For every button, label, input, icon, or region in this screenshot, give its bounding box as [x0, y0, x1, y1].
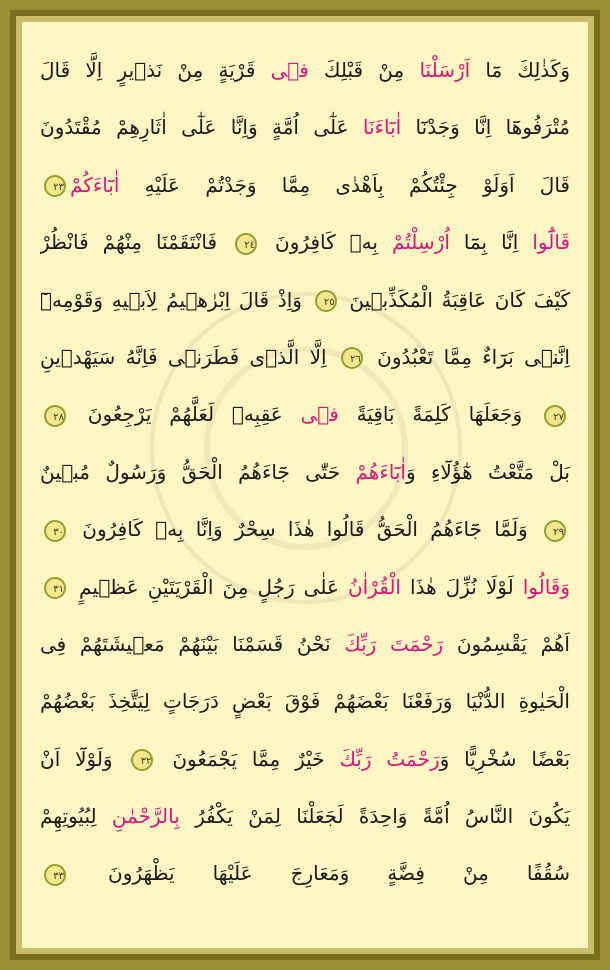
ayah-number-marker: ٣٢ [131, 749, 153, 771]
ayah-number-marker: ٢٧ [544, 405, 566, 427]
verse-line [40, 845, 570, 902]
verse-text: اَهُمْ يَقْسِمُونَ [443, 631, 570, 656]
verse-line [40, 99, 570, 156]
ayah-number-marker: ٣٠ [44, 520, 66, 542]
ayah-number-marker: ٢٥ [315, 290, 337, 312]
verse-line [40, 501, 570, 558]
verse-text: مُتْرَفُوهَٓا اِنَّا وَجَدْنَٓا [401, 115, 570, 140]
verse-line [40, 559, 570, 616]
verse-line [40, 616, 570, 673]
verse-line [40, 673, 570, 730]
verse-line [40, 272, 570, 329]
verse-line [40, 214, 570, 271]
verse-text: اِنَّا بِمَٓا [449, 230, 533, 255]
verse-line [40, 788, 570, 845]
verse-text: وَلَمَّا جَٓاءَهُمُ الْحَقُّ قَالُوا هٰذَا سِحْرٌ وَاِنَّا بِهٖ كَافِرُونَ [70, 517, 540, 542]
highlighted-word: اَرْسَلْنَا [419, 58, 471, 82]
verse-text: وَجَعَلَهَا كَلِمَةً بَاقِيَةً [338, 402, 540, 427]
verse-text: اِنَّنٖى بَرَٓاءٌ مِمَّا تَعْبُدُونَ [366, 344, 570, 369]
verse-text: عَقِبِهٖ لَعَلَّهُمْ يَرْجِعُونَ [70, 402, 301, 427]
verse-text: وَكَذٰلِكَ مَٓا [470, 58, 570, 82]
ayah-number-marker: ٣١ [44, 577, 66, 599]
verse-text: الْحَيٰوةِ الدُّنْيَا وَرَفَعْنَا بَعْضَهُمْ فَوْقَ بَعْضٍ دَرَجَاتٍ لِيَتَّخِذَ بَعْضُهُمْ [40, 689, 570, 714]
text-lines [40, 42, 570, 903]
verse-text: نَحْنُ قَسَمْنَا بَيْنَهُمْ مَعٖيشَتَهُمْ فِى [40, 631, 345, 656]
highlighted-word: اٰبَٓاءَنَا [362, 115, 402, 140]
verse-text: خَيْرٌ مِمَّا يَجْمَعُونَ [157, 746, 340, 771]
highlighted-word: فٖى [270, 58, 309, 82]
verse-text: حَتّٰى جَٓاءَهُمُ الْحَقُّ وَرَسُولٌ مُبٖينٌ [40, 459, 356, 484]
verse-line [40, 386, 570, 443]
highlighted-word: بِالرَّحْمٰنِ [111, 804, 180, 829]
verse-text: كَيْفَ كَانَ عَاقِبَةُ الْمُكَذِّبٖينَ [340, 287, 570, 312]
mushaf-page [22, 22, 588, 948]
verse-text: لِبُيُوتِهِمْ [40, 804, 112, 829]
verse-text: عَلٰٓى اُمَّةٍ وَاِنَّا عَلٰٓى اٰثَارِهِمْ مُقْتَدُونَ [40, 115, 363, 140]
highlighted-word: قَالُٓوا [532, 230, 570, 255]
verse-line [40, 42, 570, 99]
verse-text: بَلْ مَتَّعْتُ هٰٓؤُلَٓاءِ وَ [405, 459, 570, 484]
verse-text: بَعْضًا سُخْرِيًّا وَ [439, 746, 570, 771]
ayah-number-marker: ٢٤ [235, 233, 257, 255]
verse-text: عَلٰى رَجُلٍ مِنَ الْقَرْيَتَيْنِ عَظٖيمٍ [70, 574, 348, 599]
verse-text: اِلَّا الَّذٖى فَطَرَنٖى فَاِنَّهُ سَيَهْدٖينِ [40, 344, 337, 369]
verse-text: مِنْ قَبْلِكَ [308, 58, 420, 82]
ayah-number-marker: ٢٨ [44, 405, 66, 427]
highlighted-word: اٰبَٓاءَكُمْ [70, 172, 120, 197]
verse-text: سُقُفًا مِنْ فِضَّةٍ وَمَعَارِجَ عَلَيْهَا يَظْهَرُونَ [70, 861, 570, 886]
verse-text: وَلَوْلَٓا اَنْ [40, 746, 128, 771]
highlighted-word: رَحْمَتُ رَبِّكَ [339, 746, 440, 771]
verse-line [40, 731, 570, 788]
ayah-number-marker: ٢٣ [44, 175, 66, 197]
verse-line [40, 444, 570, 501]
verse-text: فَانْتَقَمْنَا مِنْهُمْ فَانْظُرْ [40, 230, 232, 255]
ayah-number-marker: ٢٩ [544, 520, 566, 542]
highlighted-word: فٖى [300, 402, 339, 427]
verse-text: قَرْيَةٍ مِنْ نَذٖيرٍ اِلَّا قَالَ [40, 58, 271, 82]
verse-line [40, 329, 570, 386]
highlighted-word: رَحْمَتَ رَبِّكَ [344, 631, 444, 656]
verse-text: يَكُونَ النَّاسُ اُمَّةً وَاحِدَةً لَجَعَلْنَا لِمَنْ يَكْفُرُ [179, 804, 570, 829]
highlighted-word: الْقُرْاٰنُ [347, 574, 401, 599]
highlighted-word: اٰبَٓاءَهُمْ [355, 459, 406, 484]
verse-text: لَوْلَا نُزِّلَ هٰذَا [400, 574, 523, 599]
ayah-number-marker: ٣٣ [44, 864, 66, 886]
highlighted-word: اُرْسِلْتُمْ [391, 230, 450, 255]
verse-line [40, 157, 570, 214]
ayah-number-marker: ٢٦ [341, 347, 363, 369]
verse-text: وَاِذْ قَالَ اِبْرٰهٖيمُ لِاَبٖيهِ وَقَوْمِهٖٓ [40, 287, 311, 312]
verse-text: بِهٖ كَافِرُونَ [261, 230, 392, 255]
verse-text: قَالَ اَوَلَوْ جِئْتُكُمْ بِاَهْدٰى مِمَّا وَجَدْتُمْ عَلَيْهِ [119, 172, 570, 197]
highlighted-word: وَقَالُوا [522, 574, 570, 599]
